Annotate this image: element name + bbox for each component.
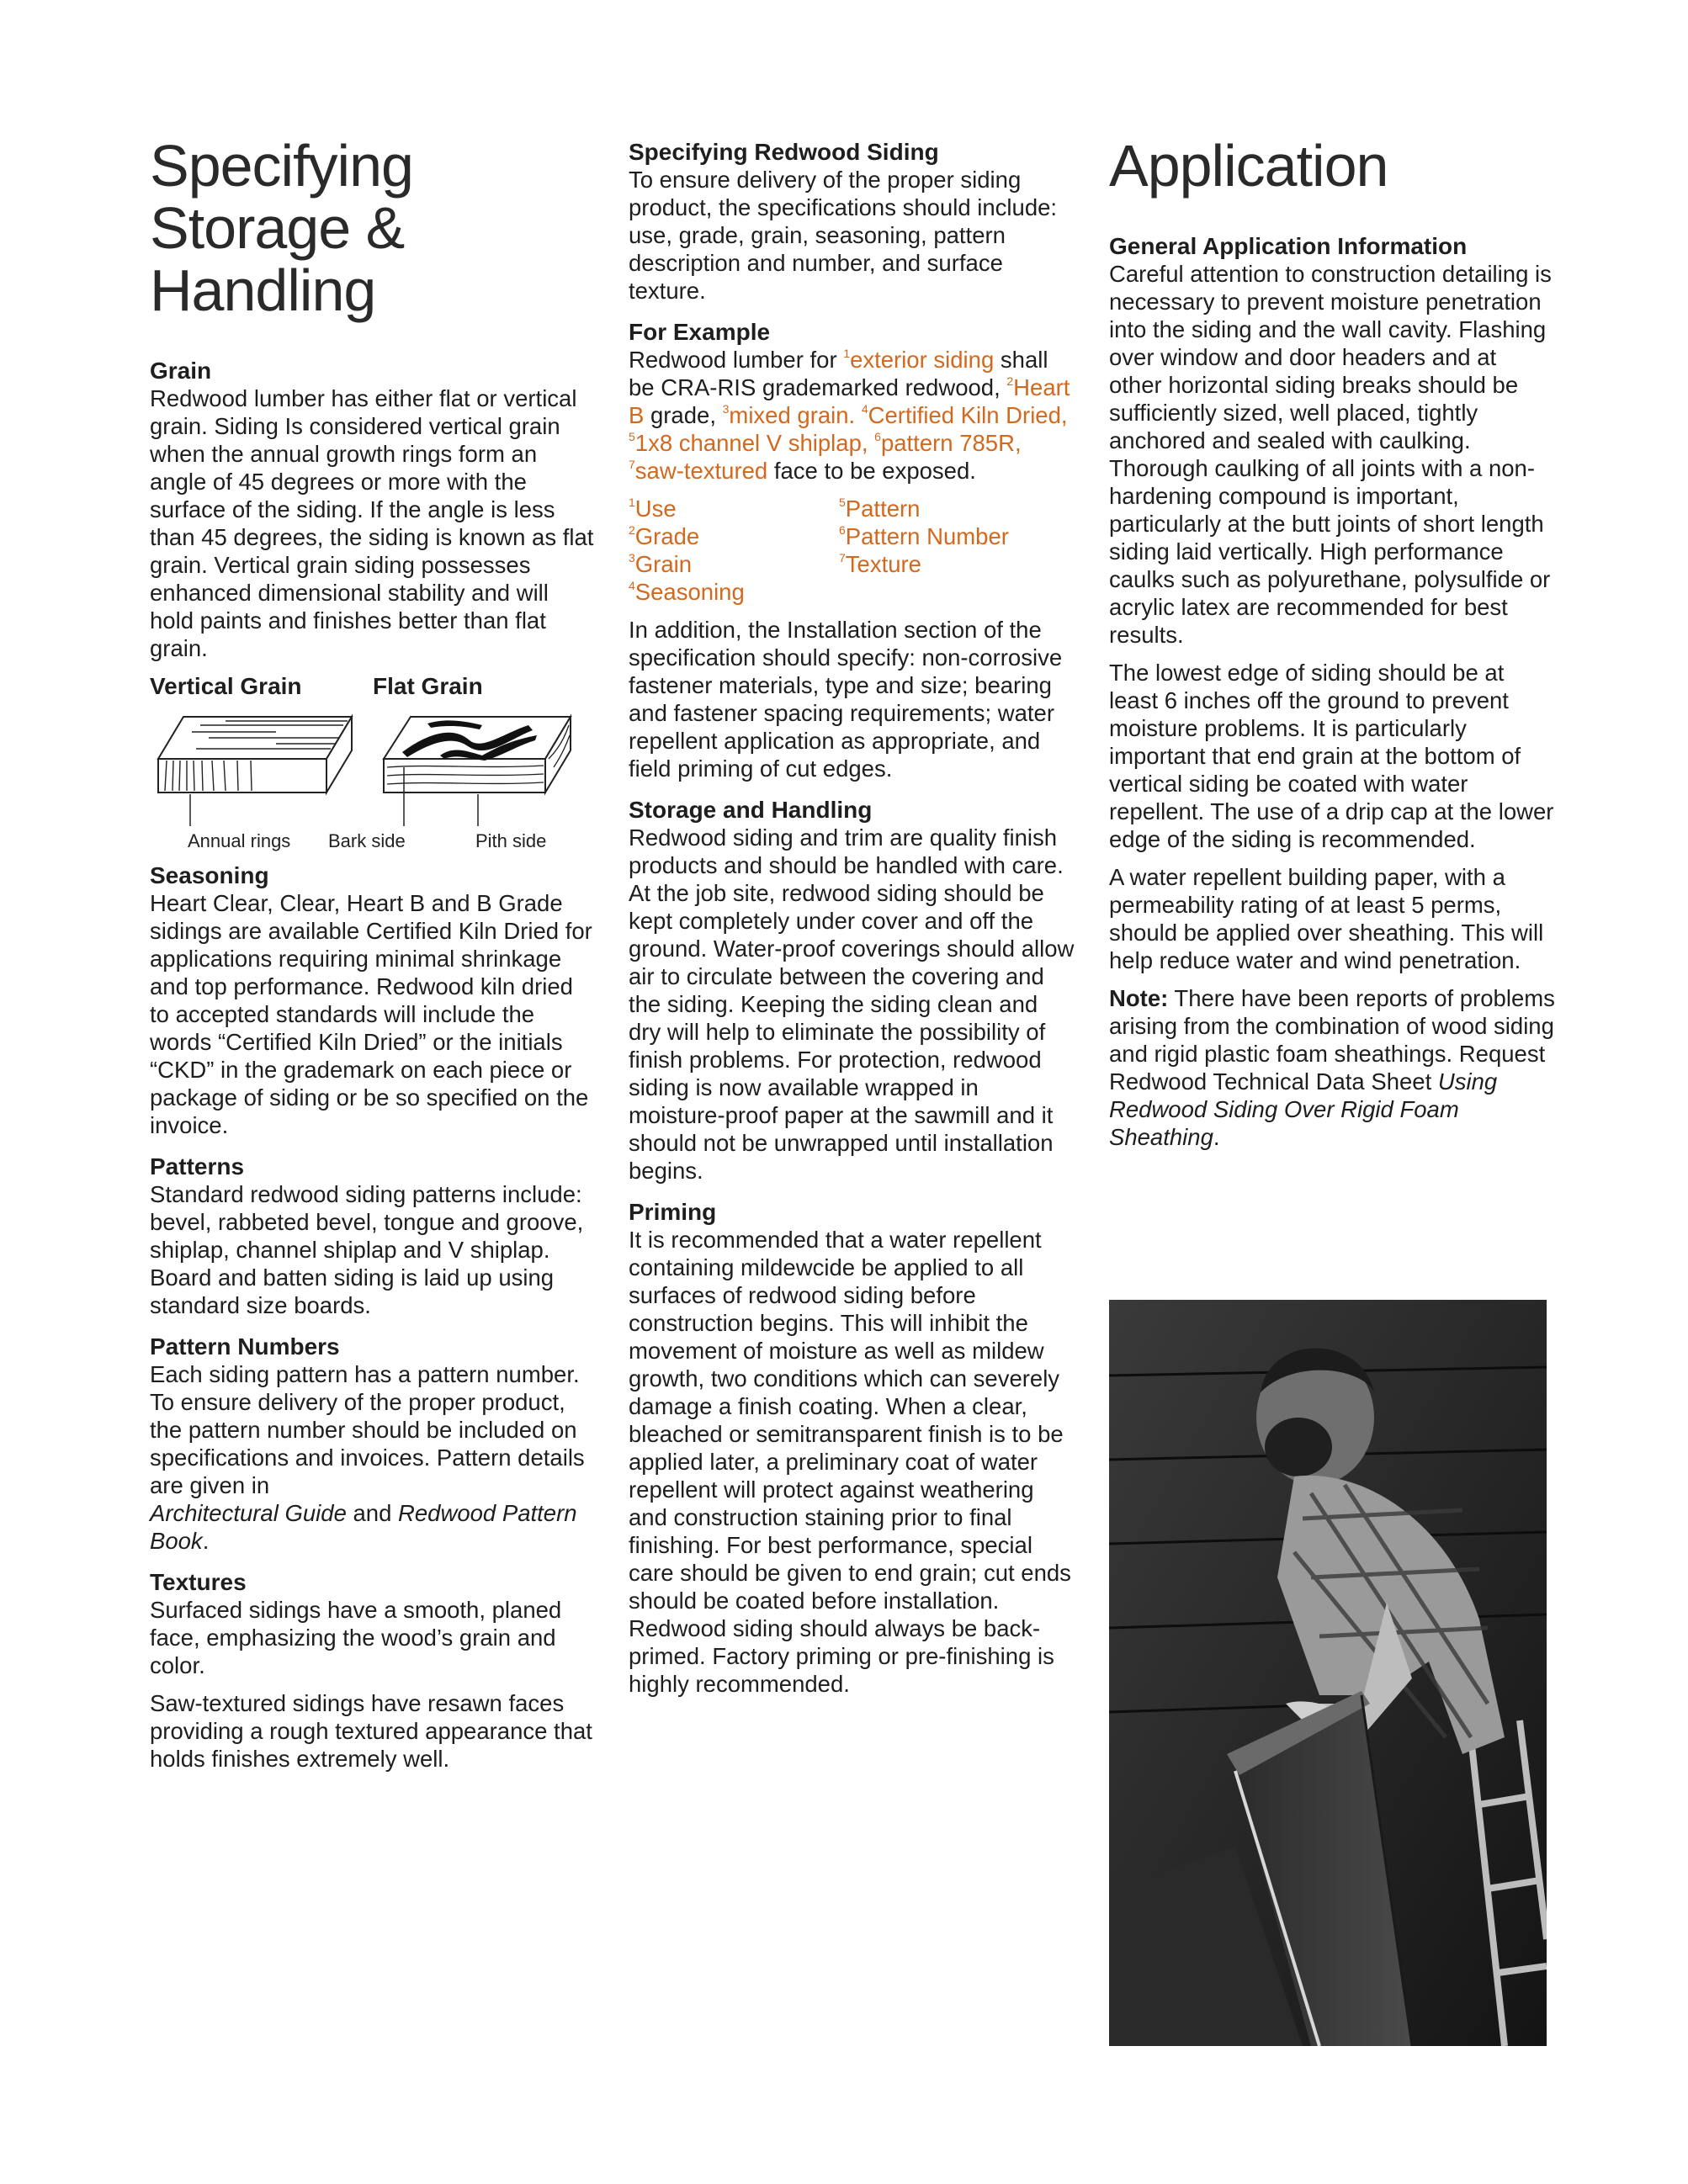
note-body: There have been reports of problems arising from the combination of wood siding and rigid plastic foam sheathings. Request Redwood Technical Data Sheet bbox=[1109, 985, 1555, 1095]
and-word: and bbox=[353, 1500, 392, 1526]
note-text bbox=[1109, 984, 1555, 1151]
priming-heading: Priming bbox=[629, 1199, 717, 1225]
flat-grain-board bbox=[384, 717, 571, 792]
example-texture: saw-textured bbox=[634, 458, 768, 484]
ref-5: 5 bbox=[629, 430, 635, 443]
example-text-2: shall be CRA-RIS grademarked redwood, bbox=[629, 347, 1048, 400]
pith-side-label: Pith side bbox=[475, 830, 547, 851]
ref-2: 2 bbox=[1006, 374, 1014, 388]
legend-item bbox=[629, 578, 839, 606]
title-line-1: Specifying bbox=[150, 133, 413, 199]
legend-item bbox=[629, 522, 839, 550]
legend-num: 5 bbox=[839, 496, 846, 509]
legend-num: 2 bbox=[629, 523, 635, 537]
legend-num: 6 bbox=[839, 523, 846, 537]
textures-heading: Textures bbox=[150, 1569, 247, 1595]
example-text-3: grade, bbox=[644, 402, 723, 428]
legend-num: 3 bbox=[629, 551, 635, 565]
legend-num: 7 bbox=[839, 551, 846, 565]
example-pattern: 1x8 channel V shiplap, bbox=[634, 430, 875, 456]
worker-photo bbox=[1109, 1300, 1547, 2046]
specifying-siding-heading: Specifying Redwood Siding bbox=[629, 139, 939, 165]
grain-heading: Grain bbox=[150, 358, 212, 384]
vertical-grain-board bbox=[158, 717, 352, 792]
grain-text: Redwood lumber has either flat or vertical grain. Siding Is considered vertical grain when the annual growth rings form an angle of 45 degrees or more with the surface of the siding. If the angle is less than 45 degrees, the siding is known as flat grain. Vertical grain siding possesses enhanced dimensional stability and will hold paints and finishes better than flat grain. bbox=[150, 385, 594, 661]
patterns-text: Standard redwood siding patterns include: bevel, rabbeted bevel, tongue and groove, shiplap, channel shiplap and V shiplap. Board and batten siding is laid up using standard size boards. bbox=[150, 1181, 584, 1318]
ref-1: 1 bbox=[843, 347, 851, 360]
pattern-book-ref: Redwood Pattern Book bbox=[150, 1500, 577, 1554]
title-line-2: Storage & Handling bbox=[150, 195, 405, 323]
page-title bbox=[150, 135, 596, 321]
grain-figure-labels bbox=[150, 672, 596, 700]
legend-label: Grade bbox=[634, 523, 700, 549]
right-column bbox=[1109, 135, 1555, 1151]
example-seasoning: Certified Kiln Dried, bbox=[868, 402, 1068, 428]
general-application-heading: General Application Information bbox=[1109, 233, 1468, 259]
ref-6: 6 bbox=[874, 430, 881, 443]
worker-photo-image bbox=[1109, 1300, 1547, 2046]
ref-3: 3 bbox=[722, 402, 730, 416]
ref-7: 7 bbox=[629, 458, 635, 471]
legend-item bbox=[839, 550, 1049, 578]
legend-item bbox=[629, 550, 839, 578]
legend-item bbox=[839, 522, 1049, 550]
vertical-grain-label: Vertical Grain bbox=[150, 673, 302, 699]
legend-label: Pattern Number bbox=[845, 523, 1009, 549]
lowest-edge-text: The lowest edge of siding should be at least 6 inches off the ground to prevent moisture problems. It is particularly important that end grain at the bottom of vertical siding be coated with water repellent. The use of a drip cap at the lower edge of the siding is recommended. bbox=[1109, 660, 1554, 852]
middle-column bbox=[629, 138, 1075, 1698]
example-text-4: face to be exposed. bbox=[767, 458, 976, 484]
patterns-heading: Patterns bbox=[150, 1153, 245, 1179]
legend-num: 4 bbox=[629, 579, 635, 592]
left-column bbox=[150, 135, 596, 1773]
priming-text: It is recommended that a water repellent containing mildewcide be applied to all surfaces of redwood siding before construction begins. This will inhibit the movement of moisture as well as mildew growth, two conditions which can severely damage a finish coating. When a clear, bleached or semitransparent finish is to be applied later, a preliminary coat of water repellent will protect against weathering and construction staining prior to final finishing. For best performance, special care should be given to end grain; cut ends should be coated before installation. Redwood siding should always be back-primed. Factory priming or pre-finishing is highly recommended. bbox=[629, 1227, 1071, 1697]
grain-illustration bbox=[150, 700, 596, 851]
textures-text-1: Surfaced sidings have a smooth, planed face, emphasizing the wood’s grain and color. bbox=[150, 1597, 562, 1678]
legend-label: Seasoning bbox=[634, 579, 745, 605]
ref-4: 4 bbox=[861, 402, 868, 416]
tech-sheet-ref: Using Redwood Siding Over Rigid Foam Sheathing bbox=[1109, 1068, 1498, 1150]
grain-diagram bbox=[150, 700, 596, 851]
textures-text-2: Saw-textured sidings have resawn faces providing a rough textured appearance that holds finishes extremely well. bbox=[150, 1690, 592, 1772]
installation-text: In addition, the Installation section of the specification should specify: non-corrosive fastener materials, type and size; bearing and fastener spacing requirements; water repellent application as appropriate, and field priming of cut edges. bbox=[629, 617, 1063, 782]
note-label: Note: bbox=[1109, 985, 1169, 1011]
example-pattern-number: pattern 785R, bbox=[880, 430, 1022, 456]
example-legend bbox=[629, 495, 1075, 606]
example-grade: Heart B bbox=[629, 374, 1070, 428]
for-example-heading: For Example bbox=[629, 319, 771, 345]
pattern-numbers-heading: Pattern Numbers bbox=[150, 1333, 340, 1360]
application-title: Application bbox=[1109, 133, 1388, 199]
period: . bbox=[202, 1528, 210, 1554]
example-use: exterior siding bbox=[850, 347, 995, 373]
legend-label: Use bbox=[634, 496, 677, 522]
general-application-text: Careful attention to construction detailing is necessary to prevent moisture penetration into the siding and the wall cavity. Flashing over window and door headers and at other horizontal siding breaks should be sufficiently sized, well placed, tightly anchored and sealed with caulking. Thorough caulking of all joints with a non-hardening compound is important, particularly at the butt joints of short length siding laid vertically. High performance caulks such as polyurethane, polysulfide or acrylic latex are recommended for best results. bbox=[1109, 261, 1552, 648]
legend-item bbox=[839, 495, 1049, 522]
note-period: . bbox=[1213, 1124, 1220, 1150]
architectural-guide-ref: Architectural Guide bbox=[150, 1500, 347, 1526]
legend-label: Pattern bbox=[845, 496, 921, 522]
for-example-text bbox=[629, 346, 1075, 485]
annual-rings-label: Annual rings bbox=[188, 830, 291, 851]
bark-side-label: Bark side bbox=[328, 830, 406, 851]
storage-heading: Storage and Handling bbox=[629, 797, 873, 823]
example-text-1: Redwood lumber for bbox=[629, 347, 844, 373]
seasoning-text: Heart Clear, Clear, Heart B and B Grade sidings are available Certified Kiln Dried for applications requiring minimal shrinkage and top performance. Redwood kiln dried to accepted standards will include the words “Certified Kiln Dried” or the initials “CKD” in the grademark on each piece or package of siding or be so specified on the invoice. bbox=[150, 890, 592, 1138]
legend-item bbox=[629, 495, 839, 522]
example-grain: mixed grain. bbox=[729, 402, 862, 428]
building-paper-text: A water repellent building paper, with a permeability rating of at least 5 perms, should be applied over sheathing. This will help reduce water and wind penetration. bbox=[1109, 864, 1544, 973]
storage-text: Redwood siding and trim are quality finish products and should be handled with care. At the job site, redwood siding should be kept completely under cover and off the ground. Water-proof coverings should allow air to circulate between the covering and the siding. Keeping the siding clean and dry will help to eliminate the possibility of finish problems. For protection, redwood siding is now available wrapped in moisture-proof paper at the sawmill and it should not be unwrapped until installation begins. bbox=[629, 824, 1075, 1184]
legend-label: Grain bbox=[634, 551, 693, 577]
pattern-numbers-text bbox=[150, 1360, 596, 1555]
legend-label: Texture bbox=[845, 551, 921, 577]
pattern-numbers-body: Each siding pattern has a pattern number. To ensure delivery of the proper product, the pattern number should be included on specifications and invoices. Pattern details are given in bbox=[150, 1361, 585, 1498]
specifying-siding-text: To ensure delivery of the proper siding product, the specifications should include: use, grade, grain, seasoning, pattern description and number, and surface texture. bbox=[629, 167, 1058, 304]
legend-num: 1 bbox=[629, 496, 635, 509]
flat-grain-label: Flat Grain bbox=[373, 673, 483, 699]
seasoning-heading: Seasoning bbox=[150, 862, 269, 888]
